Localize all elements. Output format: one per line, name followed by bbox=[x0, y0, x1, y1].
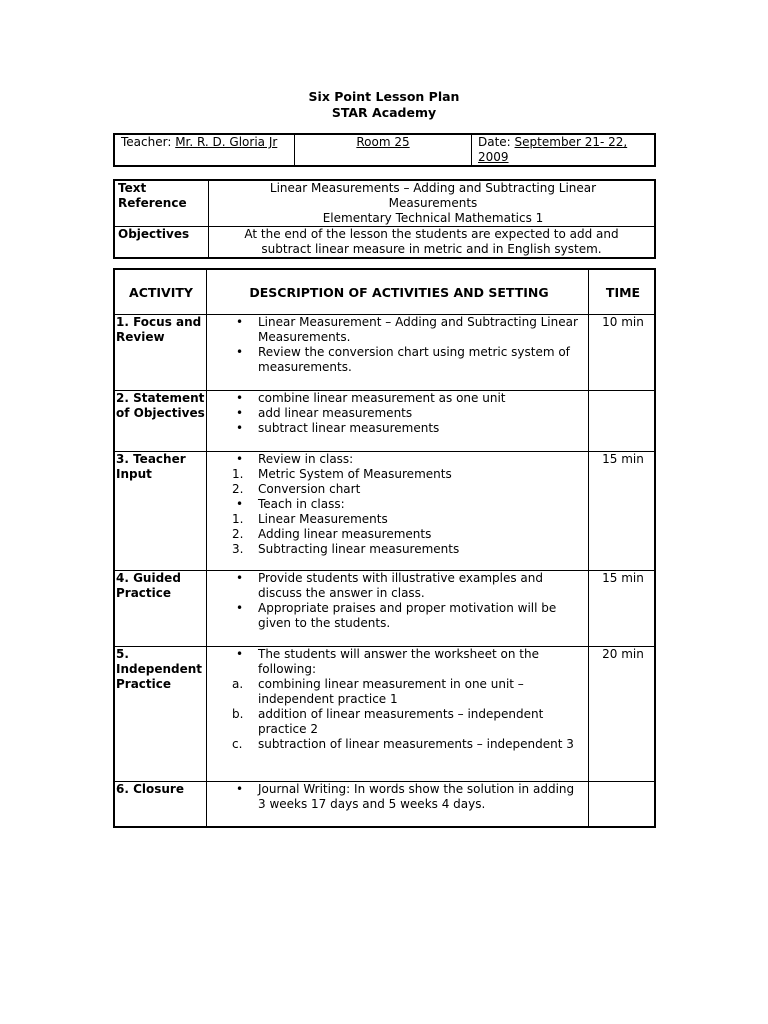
list-item-text: The students will answer the worksheet on the following: bbox=[258, 647, 540, 676]
list-item bbox=[210, 315, 588, 345]
bullet-marker: • bbox=[236, 452, 244, 466]
list-item-text: Metric System of Measurements bbox=[258, 467, 452, 481]
date-label: Date: bbox=[478, 135, 515, 149]
list-item bbox=[210, 421, 588, 436]
bullet-marker: • bbox=[236, 421, 244, 435]
date-cell bbox=[472, 134, 656, 166]
list-item bbox=[210, 512, 588, 527]
bullet-marker: • bbox=[236, 601, 244, 615]
description-list bbox=[210, 571, 588, 631]
title-line-2: STAR Academy bbox=[331, 105, 437, 120]
activity-row bbox=[114, 315, 655, 391]
activity-time bbox=[589, 782, 656, 827]
activities-header-row bbox=[114, 269, 655, 315]
list-item-text: combine linear measurement as one unit bbox=[258, 391, 506, 405]
description-list bbox=[210, 452, 588, 557]
list-item-text: add linear measurements bbox=[258, 406, 413, 420]
list-item-text: subtract linear measurements bbox=[258, 421, 440, 435]
teacher-name: Mr. R. D. Gloria Jr bbox=[175, 135, 278, 149]
bullet-marker: • bbox=[236, 391, 244, 405]
letter-marker: b. bbox=[232, 707, 244, 721]
list-item-text: Journal Writing: In words show the solution in adding 3 weeks 17 days and 5 weeks 4 days. bbox=[258, 782, 575, 811]
objectives-label: Objectives bbox=[114, 227, 209, 259]
description-list bbox=[210, 391, 588, 436]
activity-row bbox=[114, 571, 655, 647]
date-value: September 21- 22, 2009 bbox=[478, 135, 628, 164]
list-item bbox=[210, 707, 588, 737]
list-item-text: Review in class: bbox=[258, 452, 354, 466]
column-header-time: TIME bbox=[589, 269, 656, 315]
list-item-text: addition of linear measurements – independent practice 2 bbox=[258, 707, 544, 736]
list-item bbox=[210, 737, 588, 752]
bullet-marker: • bbox=[236, 315, 244, 329]
number-marker: 1. bbox=[232, 467, 244, 481]
list-item-text: Teach in class: bbox=[258, 497, 345, 511]
header-table bbox=[113, 133, 656, 167]
activity-time: 15 min bbox=[589, 571, 656, 647]
text-reference-table bbox=[113, 179, 656, 259]
number-marker: 3. bbox=[232, 542, 244, 556]
list-item-text: Linear Measurements bbox=[258, 512, 388, 526]
text-reference-line-2: Elementary Technical Mathematics 1 bbox=[322, 211, 544, 225]
list-item bbox=[210, 467, 588, 482]
list-item-text: Appropriate praises and proper motivation will be given to the students. bbox=[258, 601, 557, 630]
room-number: Room 25 bbox=[356, 135, 410, 149]
bullet-marker: • bbox=[236, 571, 244, 585]
list-item bbox=[210, 406, 588, 421]
text-reference-line-1: Linear Measurements – Adding and Subtracting Linear Measurements bbox=[269, 181, 597, 210]
list-item-text: Conversion chart bbox=[258, 482, 361, 496]
objectives-text: At the end of the lesson the students are expected to add and subtract linear measure in metric and in English system. bbox=[209, 227, 656, 259]
activity-name: 2. Statement of Objectives bbox=[114, 391, 207, 452]
activity-name: 3. Teacher Input bbox=[114, 452, 207, 571]
list-item bbox=[210, 601, 588, 631]
number-marker: 2. bbox=[232, 527, 244, 541]
bullet-marker: • bbox=[236, 782, 244, 796]
activity-row bbox=[114, 647, 655, 782]
activity-row bbox=[114, 391, 655, 452]
list-item-text: Provide students with illustrative examples and discuss the answer in class. bbox=[258, 571, 543, 600]
bullet-marker: • bbox=[236, 345, 244, 359]
activity-time: 20 min bbox=[589, 647, 656, 782]
list-item bbox=[210, 647, 588, 677]
activity-time: 10 min bbox=[589, 315, 656, 391]
list-item bbox=[210, 391, 588, 406]
list-item bbox=[210, 482, 588, 497]
list-item bbox=[210, 345, 588, 375]
activity-time: 15 min bbox=[589, 452, 656, 571]
list-item bbox=[210, 452, 588, 467]
activities-table bbox=[113, 268, 656, 828]
number-marker: 1. bbox=[232, 512, 244, 526]
activity-row bbox=[114, 452, 655, 571]
activity-description bbox=[207, 782, 589, 827]
activity-name: 5. Independent Practice bbox=[114, 647, 207, 782]
letter-marker: a. bbox=[232, 677, 244, 691]
bullet-marker: • bbox=[236, 497, 244, 511]
list-item bbox=[210, 677, 588, 707]
teacher-label: Teacher: bbox=[121, 135, 176, 149]
number-marker: 2. bbox=[232, 482, 244, 496]
activity-description bbox=[207, 391, 589, 452]
activity-name: 1. Focus and Review bbox=[114, 315, 207, 391]
list-item-text: Subtracting linear measurements bbox=[258, 542, 460, 556]
activity-name: 6. Closure bbox=[114, 782, 207, 827]
text-reference-value bbox=[209, 180, 656, 227]
activity-description bbox=[207, 452, 589, 571]
description-list bbox=[210, 647, 588, 752]
list-item-text: Linear Measurement – Adding and Subtracting Linear Measurements. bbox=[258, 315, 578, 344]
list-item-text: Adding linear measurements bbox=[258, 527, 432, 541]
activity-name: 4. Guided Practice bbox=[114, 571, 207, 647]
letter-marker: c. bbox=[232, 737, 243, 751]
list-item bbox=[210, 782, 588, 812]
room-cell bbox=[295, 134, 472, 166]
activity-description bbox=[207, 647, 589, 782]
bullet-marker: • bbox=[236, 406, 244, 420]
activity-description bbox=[207, 571, 589, 647]
teacher-cell bbox=[114, 134, 295, 166]
list-item bbox=[210, 542, 588, 557]
column-header-description: DESCRIPTION OF ACTIVITIES AND SETTING bbox=[207, 269, 589, 315]
description-list bbox=[210, 315, 588, 375]
list-item bbox=[210, 527, 588, 542]
text-reference-label: Text Reference bbox=[114, 180, 209, 227]
column-header-activity: ACTIVITY bbox=[114, 269, 207, 315]
document-title bbox=[0, 89, 768, 121]
description-list bbox=[210, 782, 588, 812]
list-item bbox=[210, 571, 588, 601]
activity-description bbox=[207, 315, 589, 391]
activity-time bbox=[589, 391, 656, 452]
title-line-1: Six Point Lesson Plan bbox=[308, 89, 460, 104]
activity-row bbox=[114, 782, 655, 827]
bullet-marker: • bbox=[236, 647, 244, 661]
list-item-text: Review the conversion chart using metric system of measurements. bbox=[258, 345, 570, 374]
list-item-text: combining linear measurement in one unit – independent practice 1 bbox=[258, 677, 524, 706]
list-item bbox=[210, 497, 588, 512]
list-item-text: subtraction of linear measurements – independent 3 bbox=[258, 737, 574, 751]
